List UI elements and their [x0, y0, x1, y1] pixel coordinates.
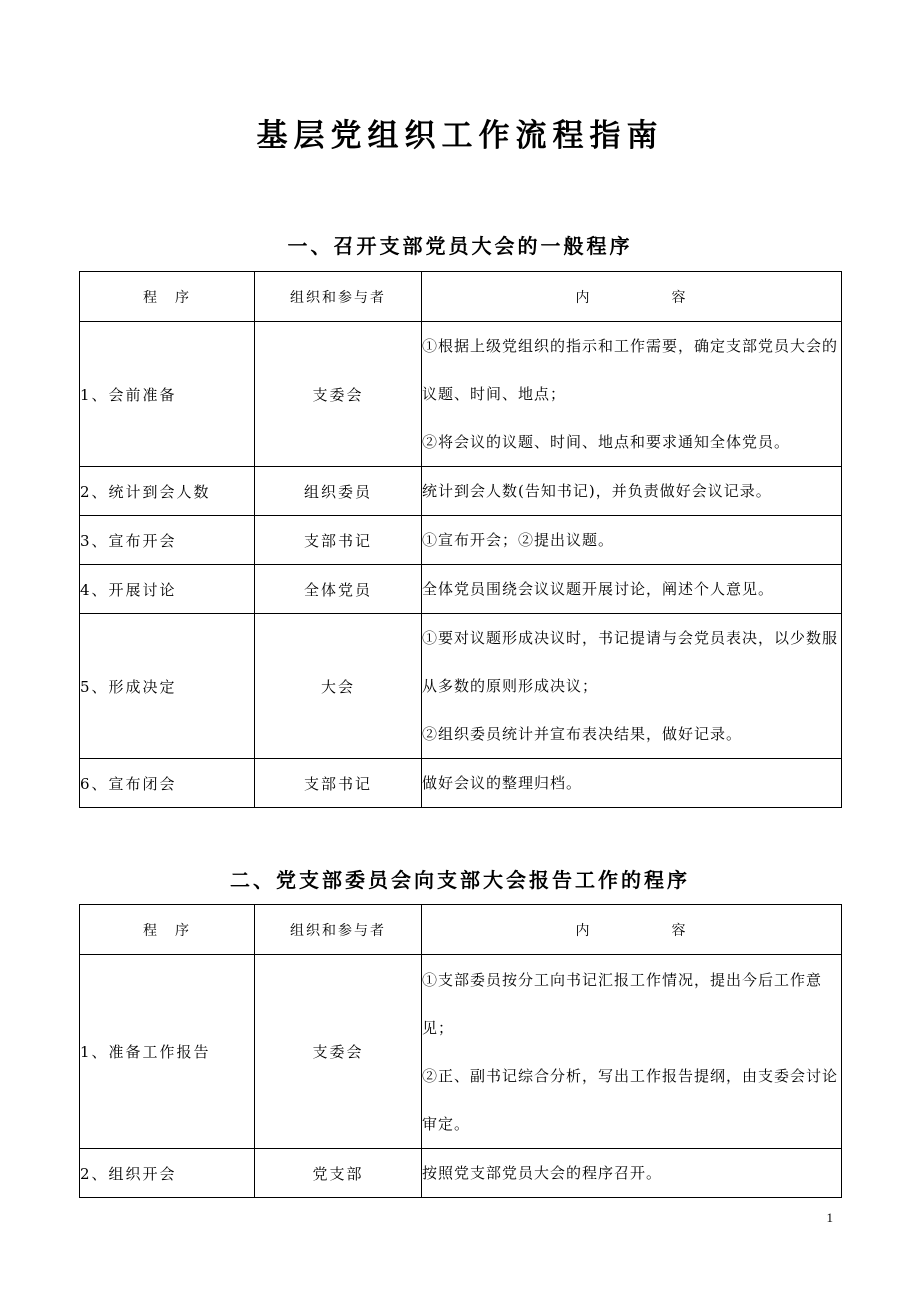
- content-line: ①宣布开会；②提出议题。: [422, 531, 615, 549]
- row-org: 党支部: [255, 1149, 422, 1198]
- row-content: [422, 516, 842, 565]
- section-1-heading: 一、召开支部党员大会的一般程序: [287, 234, 633, 258]
- content-line: 统计到会人数(告知书记)，并负责做好会议记录。: [422, 482, 772, 500]
- header-step: 程 序: [80, 272, 255, 322]
- content-line: 全体党员围绕会议议题开展讨论，阐述个人意见。: [422, 580, 775, 598]
- table-row: [80, 614, 842, 759]
- row-org: 大会: [255, 614, 422, 759]
- page-number: 1: [826, 1210, 833, 1225]
- header-step: 程 序: [80, 905, 255, 955]
- row-content: [422, 759, 842, 808]
- row-org: 支部书记: [255, 759, 422, 808]
- row-content: [422, 322, 842, 467]
- document-title: 基层党组织工作流程指南: [256, 118, 664, 154]
- row-content: [422, 1149, 842, 1198]
- section-2-heading: 二、党支部委员会向支部大会报告工作的程序: [230, 868, 690, 892]
- table-header-row: [80, 272, 842, 322]
- table-row: [80, 516, 842, 565]
- row-step: 2、统计到会人数: [80, 467, 255, 516]
- content-line: 做好会议的整理归档。: [422, 774, 583, 792]
- header-org: 组织和参与者: [255, 905, 422, 955]
- row-content: [422, 467, 842, 516]
- content-line: ①支部委员按分工向书记汇报工作情况，提出今后工作意见；: [422, 970, 823, 1037]
- header-org: 组织和参与者: [255, 272, 422, 322]
- header-content: 内 容: [422, 272, 842, 322]
- table-row: [80, 759, 842, 808]
- row-step: 1、准备工作报告: [80, 955, 255, 1149]
- content-line: ①要对议题形成决议时，书记提请与会党员表决，以少数服从多数的原则形成决议；: [422, 629, 839, 695]
- row-org: 全体党员: [255, 565, 422, 614]
- table-header-row: [80, 905, 842, 955]
- table-row: [80, 322, 842, 467]
- table-row: [80, 955, 842, 1149]
- row-content: [422, 565, 842, 614]
- row-step: 5、形成决定: [80, 614, 255, 759]
- row-step: 6、宣布闭会: [80, 759, 255, 808]
- content-line: 按照党支部党员大会的程序召开。: [422, 1164, 663, 1182]
- row-org: 支部书记: [255, 516, 422, 565]
- table-row: [80, 1149, 842, 1198]
- row-org: 组织委员: [255, 467, 422, 516]
- row-step: 3、宣布开会: [80, 516, 255, 565]
- row-step: 1、会前准备: [80, 322, 255, 467]
- row-org: 支委会: [255, 322, 422, 467]
- table-row: [80, 565, 842, 614]
- header-content: 内 容: [422, 905, 842, 955]
- table-row: [80, 467, 842, 516]
- section-1-table: [79, 271, 842, 808]
- row-org: 支委会: [255, 955, 422, 1149]
- row-step: 2、组织开会: [80, 1149, 255, 1198]
- row-step: 4、开展讨论: [80, 565, 255, 614]
- content-line: ②正、副书记综合分析，写出工作报告提纲，由支委会讨论审定。: [422, 1066, 839, 1133]
- content-line: ①根据上级党组织的指示和工作需要，确定支部党员大会的议题、时间、地点；: [422, 337, 839, 403]
- row-content: [422, 955, 842, 1149]
- content-line: ②将会议的议题、时间、地点和要求通知全体党员。: [422, 433, 791, 451]
- content-line: ②组织委员统计并宣布表决结果，做好记录。: [422, 725, 743, 743]
- section-2-table: [79, 904, 842, 1198]
- row-content: [422, 614, 842, 759]
